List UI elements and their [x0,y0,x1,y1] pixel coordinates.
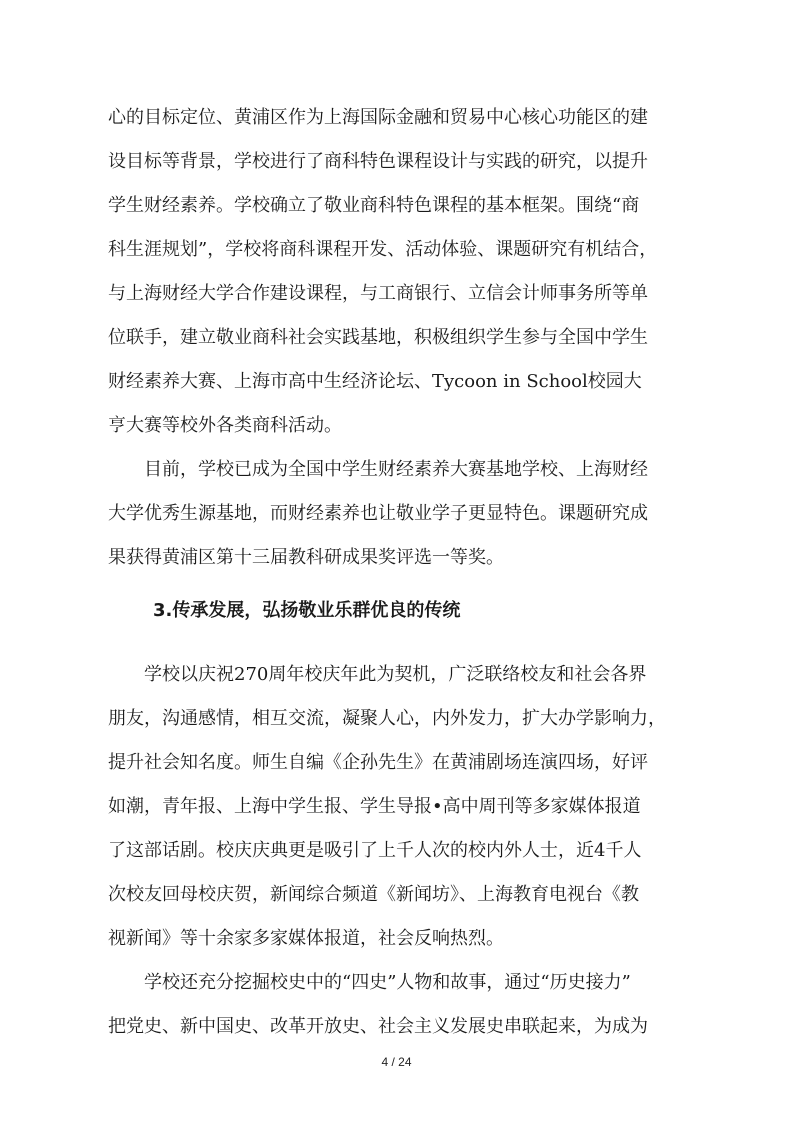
page-number: 4 / 24 [381,1055,412,1069]
body-text-line: 与上海财经大学合作建设课程，与工商银行、立信会计师事务所等单 [108,283,648,304]
body-text-line: 了这部话剧。校庆庆典更是吸引了上千人次的校内外人士，近4千人 [108,840,642,861]
body-text-line: 把党史、新中国史、改革开放史、社会主义发展史串联起来，为成为 [108,1016,648,1037]
body-text-line: 视新闻》等十余家多家媒体报道，社会反响热烈。 [108,928,504,949]
body-text-line: 科生涯规划”，学校将商科课程开发、活动体验、课题研究有机结合， [108,239,658,260]
body-text-line: 设目标等背景，学校进行了商科特色课程设计与实践的研究，以提升 [108,151,648,172]
body-text-line: 果获得黄浦区第十三届教科研成果奖评选一等奖。 [108,547,504,568]
body-text-line: 如潮，青年报、上海中学生报、学生导报•高中周刊等多家媒体报道 [108,796,641,817]
section-heading: 3.传承发展，弘扬敬业乐群优良的传统 [153,600,461,621]
body-text-line: 朋友，沟通感情，相互交流，凝聚人心，内外发力，扩大办学影响力， [108,708,666,729]
body-text-line: 亨大赛等校外各类商科活动。 [108,415,342,436]
body-text-line: 提升社会知名度。师生自编《企孙先生》在黄浦剧场连演四场，好评 [108,752,648,773]
body-text-line: 心的目标定位、黄浦区作为上海国际金融和贸易中心核心功能区的建 [108,107,648,128]
body-text-line: 位联手，建立敬业商科社会实践基地，积极组织学生参与全国中学生 [108,327,648,348]
body-text-line: 次校友回母校庆贺，新闻综合频道《新闻坊》、上海教育电视台《教 [108,884,639,905]
body-text-line: 目前，学校已成为全国中学生财经素养大赛基地学校、上海财经 [108,459,648,480]
body-text-line: 学校以庆祝270周年校庆年此为契机，广泛联络校友和社会各界 [108,664,647,685]
body-text-line: 财经素养大赛、上海市高中生经济论坛、Tycoon in School校园大 [108,371,642,392]
body-text-line: 大学优秀生源基地，而财经素养也让敬业学子更显特色。课题研究成 [108,503,648,524]
body-text-line: 学生财经素养。学校确立了敬业商科特色课程的基本框架。围绕“商 [108,195,640,216]
body-text-line: 学校还充分挖掘校史中的“四史”人物和故事，通过“历史接力” [108,972,631,993]
